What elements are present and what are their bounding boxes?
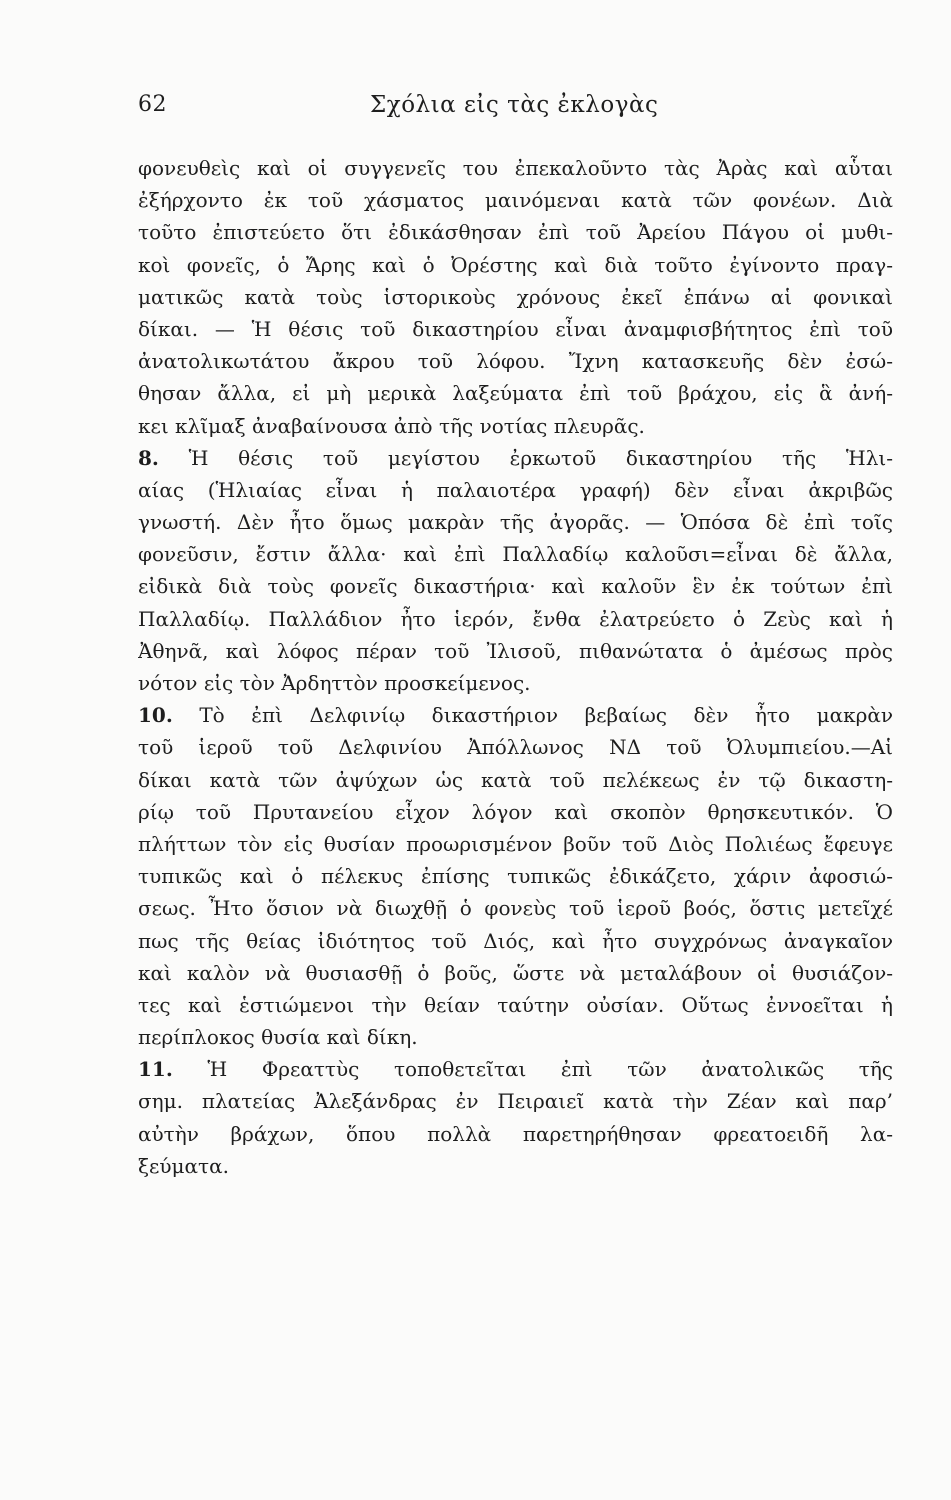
note-number: 10. bbox=[138, 703, 173, 728]
text-line bbox=[138, 1085, 893, 1117]
line-text: τοῦ ἱεροῦ τοῦ Δελφινίου Ἀπόλλωνος ΝΔ τοῦ Ὀλυμπιείου.—Αἱ bbox=[138, 735, 893, 760]
text-line bbox=[138, 313, 893, 345]
text-line bbox=[138, 184, 893, 216]
text-line bbox=[138, 442, 893, 474]
text-line bbox=[138, 281, 893, 313]
line-text: Ἡ θέσις τοῦ μεγίστου ἐρκωτοῦ δικαστηρίου τῆς Ἡλι- bbox=[188, 445, 893, 470]
text-line bbox=[138, 667, 893, 699]
line-text: Ἡ Φρεαττὺς τοποθετεῖται ἐπὶ τῶν ἀνατολικῶς τῆς bbox=[207, 1057, 893, 1082]
line-text: τοῦτο ἐπιστεύετο ὅτι ἐδικάσθησαν ἐπὶ τοῦ Ἀρείου Πάγου οἱ μυθι- bbox=[138, 220, 893, 245]
text-line bbox=[138, 474, 893, 506]
text-line bbox=[138, 860, 893, 892]
text-line bbox=[138, 1053, 893, 1085]
text-line bbox=[138, 957, 893, 989]
text-line bbox=[138, 892, 893, 924]
text-line bbox=[138, 635, 893, 667]
line-text: Παλλαδίῳ. Παλλάδιον ἦτο ἱερόν, ἔνθα ἐλατρεύετο ὁ Ζεὺς καὶ ἡ bbox=[138, 606, 893, 631]
text-line bbox=[138, 925, 893, 957]
line-text: φονευθεὶς καὶ οἱ συγγενεῖς του ἐπεκαλοῦντο τὰς Ἀρὰς καὶ αὗται bbox=[138, 156, 893, 180]
line-text: ξεύματα. bbox=[138, 1153, 229, 1178]
text-line bbox=[138, 249, 893, 281]
text-line bbox=[138, 603, 893, 635]
text-line bbox=[138, 152, 893, 184]
line-text: εἰδικὰ διὰ τοὺς φονεῖς δικαστήρια· καὶ καλοῦν ἓν ἐκ τούτων ἐπὶ bbox=[138, 574, 893, 599]
note-number: 8. bbox=[138, 445, 159, 470]
line-text: Τὸ ἐπὶ Δελφινίῳ δικαστήριον βεβαίως δὲν ἦτο μακρὰν bbox=[199, 703, 893, 728]
line-text: τυπικῶς καὶ ὁ πέλεκυς ἐπίσης τυπικῶς ἐδικάζετο, χάριν ἀφοσιώ- bbox=[138, 864, 893, 889]
text-line bbox=[138, 1118, 893, 1150]
text-line bbox=[138, 216, 893, 248]
line-text: ματικῶς κατὰ τοὺς ἱστορικοὺς χρόνους ἐκεῖ ἐπάνω αἱ φονικαὶ bbox=[138, 284, 893, 309]
line-text: ρίῳ τοῦ Πρυτανείου εἶχον λόγον καὶ σκοπὸν θρησκευτικόν. Ὁ bbox=[138, 799, 893, 824]
line-text: τες καὶ ἑστιώμενοι τὴν θείαν ταύτην οὐσίαν. Οὕτως ἐννοεῖται ἡ bbox=[138, 992, 893, 1017]
text-line bbox=[138, 828, 893, 860]
line-text: ἐξήρχοντο ἐκ τοῦ χάσματος μαινόμεναι κατὰ τῶν φονέων. Διὰ bbox=[138, 188, 893, 213]
line-text: καὶ καλὸν νὰ θυσιασθῇ ὁ βοῦς, ὥστε νὰ μεταλάβουν οἱ θυσιάζον- bbox=[138, 960, 893, 985]
text-line bbox=[138, 764, 893, 796]
page-header bbox=[138, 92, 893, 132]
text-line bbox=[138, 538, 893, 570]
text-line bbox=[138, 699, 893, 731]
line-text: Ἀθηνᾶ, καὶ λόφος πέραν τοῦ Ἰλισοῦ, πιθανώτατα ὁ ἀμέσως πρὸς bbox=[138, 638, 893, 663]
line-text: ἀνατολικωτάτου ἄκρου τοῦ λόφου. Ἴχνη κατασκευῆς δὲν ἐσώ- bbox=[138, 349, 893, 374]
line-text: γνωστή. Δὲν ἦτο ὅμως μακρὰν τῆς ἀγορᾶς. — Ὁπόσα δὲ ἐπὶ τοῖς bbox=[138, 510, 893, 535]
line-text: αίας (Ἡλιαίας εἶναι ἡ παλαιοτέρα γραφή) δὲν εἶναι ἀκριβῶς bbox=[138, 477, 893, 502]
text-line bbox=[138, 1021, 893, 1053]
line-text: φονεῦσιν, ἔστιν ἄλλα· καὶ ἐπὶ Παλλαδίῳ καλοῦσι=εἶναι δὲ ἄλλα, bbox=[138, 542, 893, 567]
running-title: Σχόλια εἰς τὰς ἐκλογὰς bbox=[370, 92, 659, 118]
page-number: 62 bbox=[138, 92, 167, 117]
text-line bbox=[138, 377, 893, 409]
text-line bbox=[138, 506, 893, 538]
text-line bbox=[138, 570, 893, 602]
commentary-text bbox=[138, 152, 893, 1182]
line-text: σημ. πλατείας Ἀλεξάνδρας ἐν Πειραιεῖ κατὰ τὴν Ζέαν καὶ παρ’ bbox=[138, 1089, 893, 1114]
text-line bbox=[138, 410, 893, 442]
text-line bbox=[138, 345, 893, 377]
text-line bbox=[138, 731, 893, 763]
line-text: θησαν ἄλλα, εἰ μὴ μερικὰ λαξεύματα ἐπὶ τοῦ βράχου, εἰς ἃ ἀνή- bbox=[138, 381, 893, 406]
line-text: αὐτὴν βράχων, ὅπου πολλὰ παρετηρήθησαν φρεατοειδῆ λα- bbox=[138, 1121, 893, 1146]
line-text: κοὶ φονεῖς, ὁ Ἄρης καὶ ὁ Ὀρέστης καὶ διὰ τοῦτο ἐγίνοντο πραγ- bbox=[138, 252, 893, 277]
line-text: δίκαι κατὰ τῶν ἀψύχων ὡς κατὰ τοῦ πελέκεως ἐν τῷ δικαστη- bbox=[138, 767, 893, 792]
line-text: κει κλῖμαξ ἀναβαίνουσα ἀπὸ τῆς νοτίας πλευρᾶς. bbox=[138, 413, 645, 438]
text-line bbox=[138, 1150, 893, 1182]
text-line bbox=[138, 796, 893, 828]
note-number: 11. bbox=[138, 1057, 173, 1082]
line-text: νότον εἰς τὸν Ἀρδηττὸν προσκείμενος. bbox=[138, 671, 531, 695]
line-text: περίπλοκος θυσία καὶ δίκη. bbox=[138, 1025, 418, 1050]
line-text: πως τῆς θείας ἰδιότητος τοῦ Διός, καὶ ἦτο συγχρόνως ἀναγκαῖον bbox=[138, 928, 893, 953]
line-text: δίκαι. — Ἡ θέσις τοῦ δικαστηρίου εἶναι ἀναμφισβήτητος ἐπὶ τοῦ bbox=[138, 316, 893, 341]
text-line bbox=[138, 989, 893, 1021]
line-text: σεως. Ἦτο ὅσιον νὰ διωχθῇ ὁ φονεὺς τοῦ ἱεροῦ βοός, ὅστις μετεῖχέ bbox=[138, 896, 893, 921]
line-text: πλήττων τὸν εἰς θυσίαν προωρισμένον βοῦν τοῦ Διὸς Πολιέως ἔφευγε bbox=[138, 831, 893, 856]
